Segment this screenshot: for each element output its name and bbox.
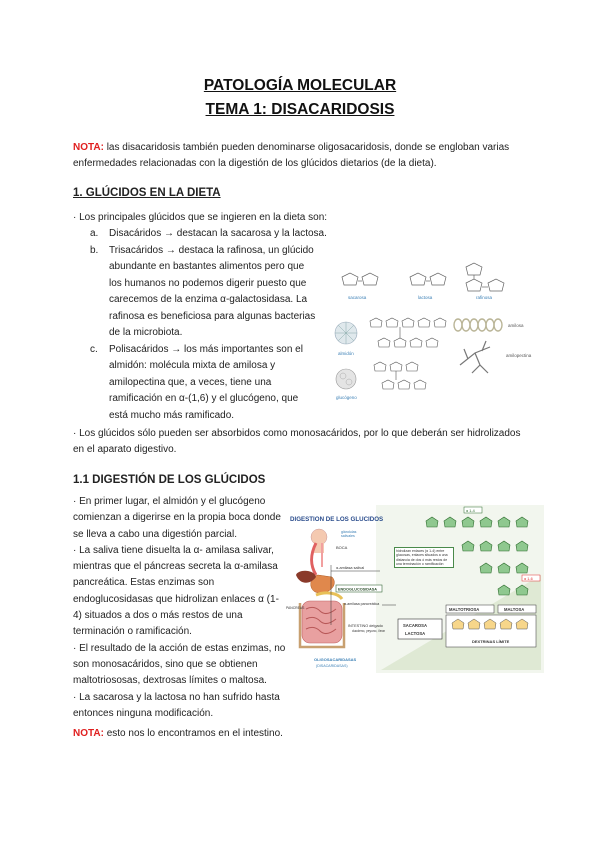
label-disacaridasas: (DISACARIDASAS) <box>316 664 348 668</box>
label-boca: BOCA <box>336 545 348 550</box>
section-heading-digestion: 1.1 DIGESTIÓN DE LOS GLÚCIDOS <box>73 474 266 486</box>
list-line: rafinosa es beneficiosa para algunas bacterias <box>109 310 316 322</box>
digestion-line: comienzan a digerirse en la propia boca donde <box>73 512 281 524</box>
label-endoglucosidasa: ENDOGLUCOSIDASA <box>338 587 378 592</box>
digestion-line: se lleva a cabo una digestión parcial. <box>73 528 237 540</box>
label-glucogeno: glucógeno <box>336 395 357 400</box>
digestion-line: · La sacarosa y la lactosa no han sufrido hasta <box>73 691 280 703</box>
label-bond-16: α 1-6 <box>524 577 533 581</box>
list-marker: b. <box>90 244 99 256</box>
sugar-structures-figure <box>330 255 540 415</box>
list-line: está mucho más ramificado. <box>109 409 235 421</box>
hydrolysis-note: hidrolizan enlaces (α 1-4) entre glucosas, enlaces situados a una distancia de dos ó más restos de una terminación o ramificación <box>394 547 454 568</box>
label-sacarosa: sacarosa <box>348 295 367 300</box>
amilosa-helix-icon <box>454 319 502 331</box>
glucogeno-chain-icon <box>374 362 426 389</box>
digestion-paragraph <box>73 494 288 722</box>
digestion-line: pancreática. Estas enzimas son <box>73 577 215 589</box>
list-line: Polisacáridos → los más importantes son el <box>109 343 303 355</box>
list-line: Disacáridos → destacan la sacarosa y la lactosa. <box>109 228 327 239</box>
sacarosa-lactosa-box <box>398 619 442 639</box>
label-intestino: INTESTINO delgado <box>348 624 383 628</box>
label-bond-14: α 1-4 <box>466 509 475 513</box>
digestion-line: mientras que el páncreas secreta la α-amilasa <box>73 561 278 573</box>
label-amilopectina: amilopectina <box>506 353 532 358</box>
digestion-line: son monosacáridos, sino que se obtienen <box>73 658 258 670</box>
intestine-icon <box>300 601 344 647</box>
page-title: PATOLOGÍA MOLECULAR <box>203 77 397 94</box>
label-rafinosa: rafinosa <box>476 295 493 300</box>
label-amilosa: amilosa <box>508 323 524 328</box>
note-intestine <box>73 726 283 742</box>
label-maltosa: MALTOSA <box>504 607 525 612</box>
label-pancreas: PANCREAS <box>286 606 305 610</box>
digestion-line: endoglucosidasas que hidrolizan enlaces α (1- <box>73 593 279 605</box>
glucidos-list <box>73 226 343 421</box>
list-line: Trisacáridos → destaca la rafinosa, un glúcido <box>109 244 314 256</box>
note-text-line1: las disacaridosis también pueden denominarse oligosacaridosis, donde se engloban varias <box>103 142 510 153</box>
label-lactosa: lactosa <box>418 295 433 300</box>
list-line: ramificación en α-(1,6) y el glucógeno, que <box>109 393 299 404</box>
list-line: abundante en bastantes alimentos pero que <box>109 261 305 272</box>
absorption-line2: en el aparato digestivo. <box>73 444 177 455</box>
diagram-title: DIGESTION DE LOS GLUCIDOS <box>290 516 384 523</box>
amilopectina-branch-icon <box>460 341 490 373</box>
digestion-line: 4) situados a dos o más restos de una <box>73 610 243 622</box>
list-marker: a. <box>90 228 99 239</box>
label-amilasa-salival: α-amilasa salival <box>336 566 365 570</box>
svg-text:salivales: salivales <box>341 534 355 538</box>
digestion-line: maltotriososas, dextrosas límites o maltosa. <box>73 675 267 687</box>
section-heading-glucidos: 1. GLÚCIDOS EN LA DIETA <box>73 187 221 199</box>
label-intestino-sub: duodeno, yeyuno, íleon <box>352 629 386 633</box>
label-maltotriosa: MALTOTRIOSA <box>449 607 480 612</box>
list-marker: c. <box>90 343 98 355</box>
list-line: amilopectina que, a veces, tiene una <box>109 376 272 388</box>
amilopectina-chain-icon <box>370 318 446 347</box>
list-line: los humanos no podemos digerir puesto que <box>109 277 307 289</box>
svg-text:glándulas: glándulas <box>341 530 357 534</box>
digestion-line: · La saliva tiene disuelta la α- amilasa salivar, <box>73 544 274 556</box>
label-oligosacaridasas: OLIGOSACARIDASAS <box>314 657 357 662</box>
label-almidon: almidón <box>338 351 354 356</box>
glucogeno-icon <box>336 369 356 389</box>
list-line: carecemos de la enzima α-galactosidasa. La <box>109 294 308 305</box>
absorption-line1: · Los glúcidos sólo pueden ser absorbidos como monosacáridos, por lo que deberán ser hidrolizados <box>73 428 521 439</box>
digestion-diagram <box>286 505 544 673</box>
note-intro <box>73 140 543 172</box>
digestion-line: terminación o ramificación. <box>73 626 192 638</box>
digestion-line: entonces ninguna modificación. <box>73 707 214 719</box>
digestion-line: · En primer lugar, el almidón y el glucógeno <box>73 496 266 507</box>
absorption-paragraph <box>73 426 553 458</box>
label-lactosa: LACTOSA <box>405 631 426 636</box>
list-line: de la microbiota. <box>109 327 183 338</box>
note-text: esto nos lo encontramos en el intestino. <box>103 728 283 739</box>
label-amilasa-pancreatica: α-amilasa pancreática <box>344 602 380 606</box>
label-dextrinas: DEXTRINAS LÍMITE <box>472 639 510 644</box>
section-intro: · Los principales glúcidos que se ingieren en la dieta son: <box>73 212 328 223</box>
digestion-line: · El resultado de la acción de estas enzimas, no <box>73 642 286 654</box>
note-text-line2: enfermedades relacionadas con la digestión de los glúcidos dietarios (de la dieta). <box>73 158 437 169</box>
list-line: almidón: molécula mixta de amilosa y <box>109 360 276 371</box>
note-label: NOTA: <box>73 728 104 739</box>
note-label: NOTA: <box>73 142 104 153</box>
label-sacarosa: SACAROSA <box>403 623 427 628</box>
page-subtitle: TEMA 1: DISACARIDOSIS <box>205 101 395 118</box>
almidon-icon <box>335 322 357 344</box>
